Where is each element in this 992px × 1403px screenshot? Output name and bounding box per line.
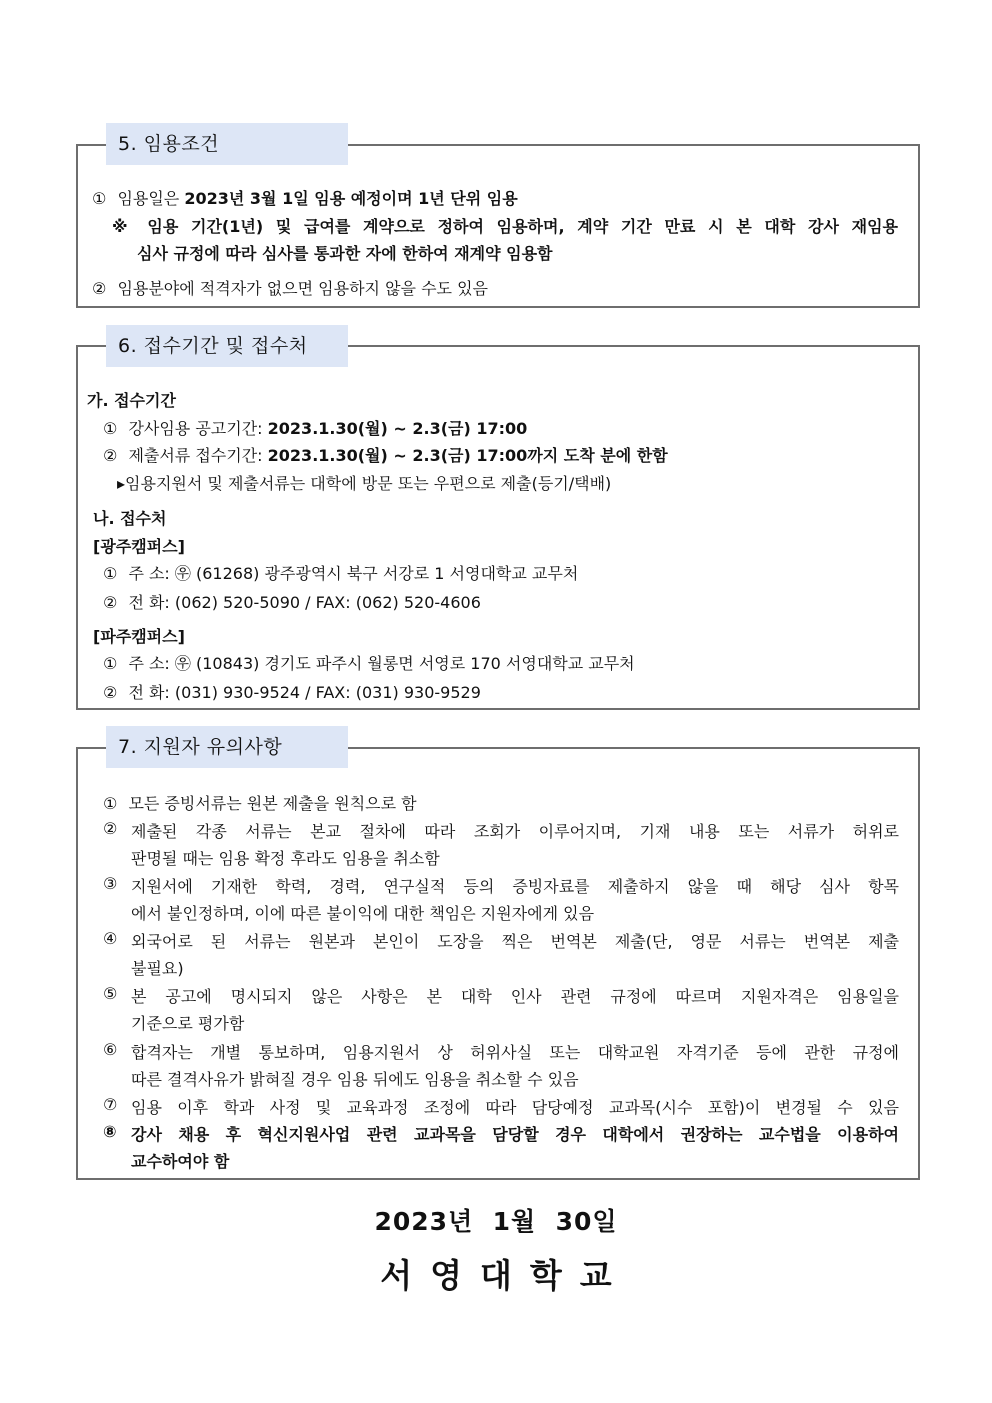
item-text-continued: 따른 결격사유가 밝혀질 경우 임용 뒤에도 임용을 취소할 수 있음 xyxy=(131,1070,579,1089)
item-text: 전 화: (062) 520-5090 / FAX: (062) 520-4606 xyxy=(128,593,481,612)
item-text: 주 소: ㉾ (10843) 경기도 파주시 월롱면 서영로 170 서영대학교 교무처 xyxy=(128,654,635,673)
item-number: ① xyxy=(92,189,107,208)
section-7-title: 7. 지원자 유의사항 xyxy=(106,726,348,768)
item-text: 주 소: ㉾ (61268) 광주광역시 북구 서강로 1 서영대학교 교무처 xyxy=(128,564,579,583)
paju-campus-label: [파주캠퍼스] xyxy=(93,627,185,646)
sec5-item-2 xyxy=(92,276,488,299)
item-text: 임용일은 xyxy=(117,189,185,208)
section-5-title: 5. 임용조건 xyxy=(106,123,348,165)
item-text: 지원서에 기재한 학력, 경력, 연구실적 등의 증빙자료를 제출하지 않을 때 해당 심사 항목 xyxy=(131,877,899,896)
item-number: ① xyxy=(103,794,118,813)
sec6-submission-note: ▸임용지원서 및 제출서류는 대학에 방문 또는 우편으로 제출(등기/택배) xyxy=(117,474,612,493)
item-bold-text: 2023.1.30(월) ~ 2.3(금) 17:00 xyxy=(267,419,528,438)
sec5-item-1 xyxy=(92,186,518,209)
section-6-title: 6. 접수기간 및 접수처 xyxy=(106,325,348,367)
item-number: ① xyxy=(103,654,118,673)
item-text-continued: 교수하여야 함 xyxy=(131,1152,230,1171)
item-number: ③ xyxy=(103,874,118,893)
item-text: 합격자는 개별 통보하며, 임용지원서 상 허위사실 또는 대학교원 자격기준 등에 관한 규정에 xyxy=(131,1043,899,1062)
item-number: ⑦ xyxy=(103,1095,118,1114)
item-text: 임용 이후 학과 사정 및 교육과정 조정에 따라 담당예정 교과목(시수 포함)이 변경될 수 있음 xyxy=(131,1098,899,1117)
item-bold-text: 2023.1.30(월) ~ 2.3(금) 17:00까지 도착 분에 한함 xyxy=(267,446,668,465)
item-text: 임용분야에 적격자가 없으면 임용하지 않을 수도 있음 xyxy=(117,279,488,298)
sec6-na-heading: 나. 접수처 xyxy=(93,509,167,528)
item-number: ② xyxy=(103,819,118,838)
sec6-period-1 xyxy=(103,416,527,439)
paju-phone xyxy=(103,680,481,703)
item-text: 외국어로 된 서류는 원본과 본인이 도장을 찍은 번역본 제출(단, 영문 서류는 번역본 제출 xyxy=(131,932,899,951)
item-number: ② xyxy=(92,279,107,298)
sec6-period-2 xyxy=(103,443,668,466)
item-text: 강사 채용 후 혁신지원사업 관련 교과목을 담당할 경우 대학에서 권장하는 교수법을 이용하여 xyxy=(131,1125,899,1144)
item-number: ① xyxy=(103,564,118,583)
sec5-note-line-2: 심사 규정에 따라 심사를 통과한 자에 한하여 재계약 임용함 xyxy=(137,244,553,263)
sec6-ga-heading: 가. 접수기간 xyxy=(87,391,176,410)
item-text: 본 공고에 명시되지 않은 사항은 본 대학 인사 관련 규정에 따르며 지원자격은 임용일을 xyxy=(131,987,899,1006)
item-number: ② xyxy=(103,683,118,702)
university-name: 서영대학교 xyxy=(380,1256,630,1295)
item-number: ⑤ xyxy=(103,984,118,1003)
announcement-date: 2023년 1월 30일 xyxy=(374,1207,618,1236)
item-text-continued: 에서 불인정하며, 이에 따른 불이익에 대한 책임은 지원자에게 있음 xyxy=(131,904,595,923)
item-number: ⑧ xyxy=(103,1122,117,1141)
item-text: 전 화: (031) 930-9524 / FAX: (031) 930-9529 xyxy=(128,683,481,702)
gwangju-address xyxy=(103,561,578,584)
item-text: 제출된 각종 서류는 본교 절차에 따라 조회가 이루어지며, 기재 내용 또는 서류가 허위로 xyxy=(131,822,899,841)
notice-item-1 xyxy=(103,791,417,814)
item-number: ② xyxy=(103,593,118,612)
sec5-note-line-1: ※ 임용 기간(1년) 및 급여를 계약으로 정하여 임용하며, 계약 기간 만료 시 본 대학 강사 재임용 xyxy=(112,217,898,236)
paju-address xyxy=(103,651,635,674)
gwangju-phone xyxy=(103,590,481,613)
item-number: ② xyxy=(103,446,118,465)
item-bold-text: 2023년 3월 1일 임용 예정이며 1년 단위 임용 xyxy=(184,189,518,208)
item-label: 강사임용 공고기간: xyxy=(128,419,268,438)
item-text: 모든 증빙서류는 원본 제출을 원칙으로 함 xyxy=(128,794,417,813)
item-number: ④ xyxy=(103,929,118,948)
item-text-continued: 불필요) xyxy=(131,959,184,978)
item-number: ① xyxy=(103,419,118,438)
item-label: 제출서류 접수기간: xyxy=(128,446,268,465)
gwangju-campus-label: [광주캠퍼스] xyxy=(93,537,185,556)
item-text-continued: 기준으로 평가함 xyxy=(131,1014,245,1033)
item-number: ⑥ xyxy=(103,1040,118,1059)
item-text-continued: 판명될 때는 임용 확정 후라도 임용을 취소함 xyxy=(131,849,440,868)
